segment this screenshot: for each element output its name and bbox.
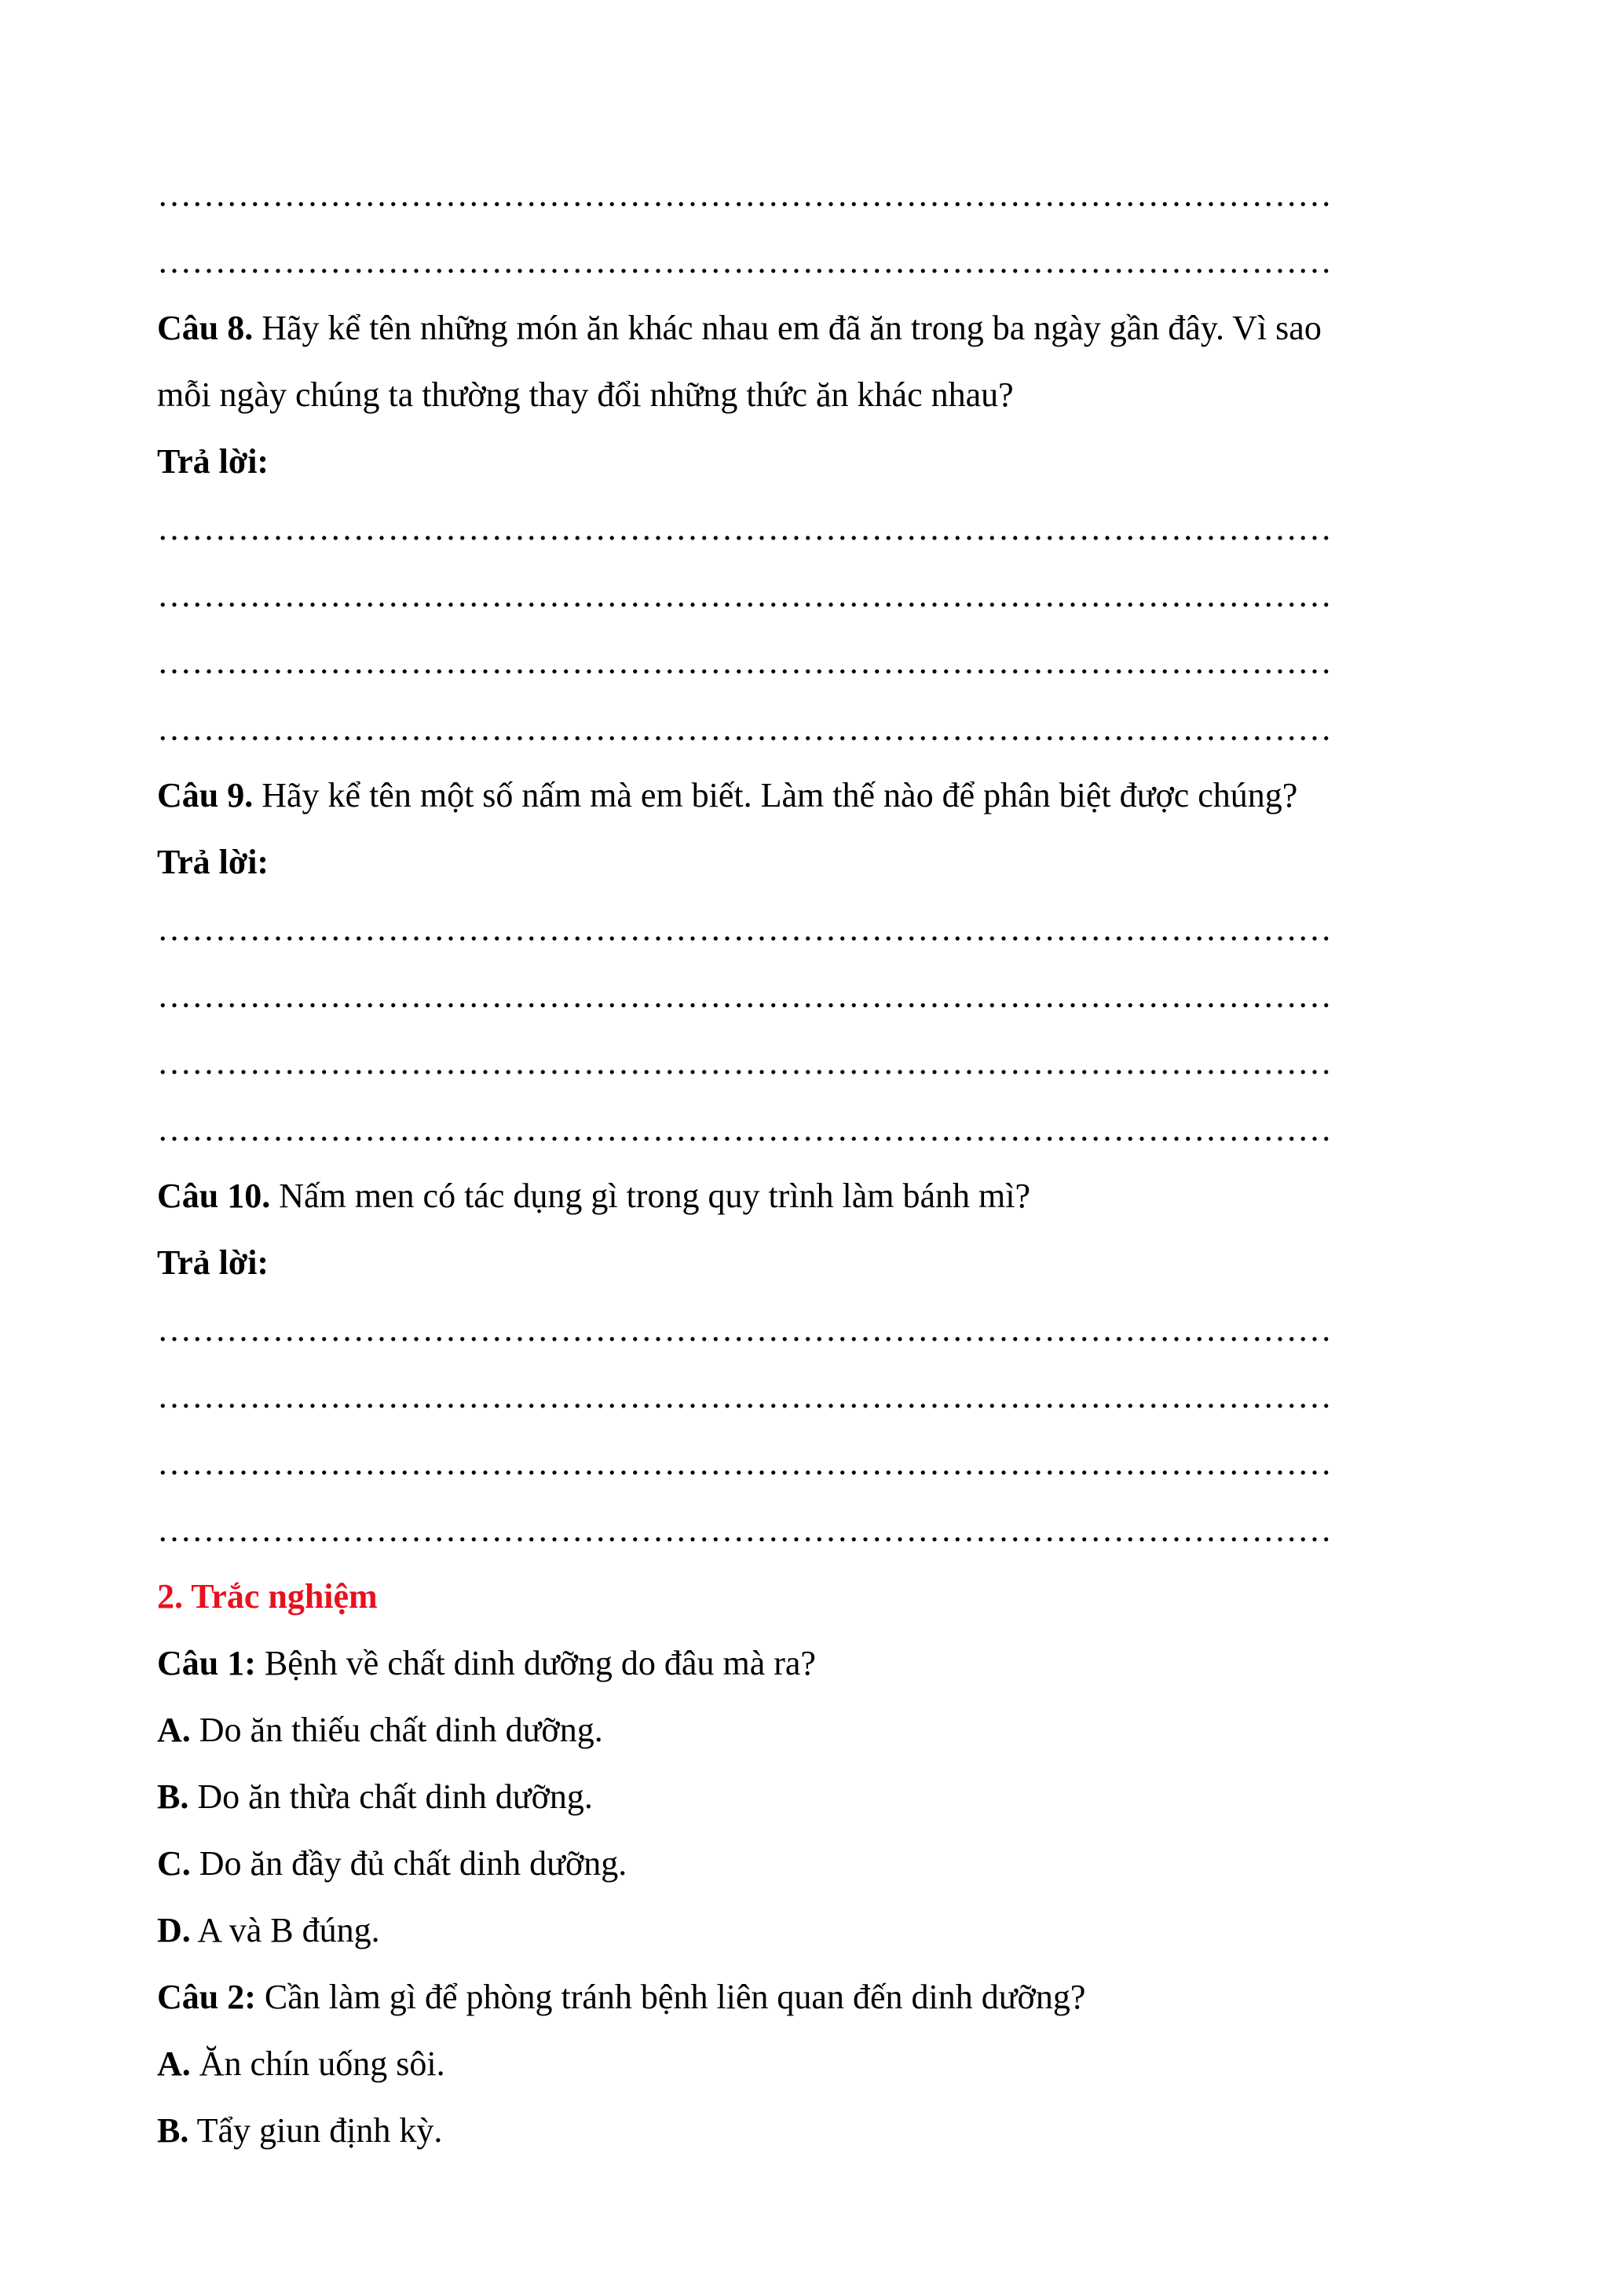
answer-label: Trả lời: — [157, 442, 269, 481]
mc-option[interactable]: A. Do ăn thiếu chất dinh dưỡng. — [157, 1711, 603, 1749]
mc-option[interactable]: A. Ăn chín uống sôi. — [157, 2044, 445, 2083]
question-text: Hãy kể tên một số nấm mà em biết. Làm thế nào để phân biệt được chúng? — [253, 776, 1298, 814]
question-label: Câu 8. — [157, 309, 254, 347]
answer-line: ………………………………………………………………………………………… — [157, 576, 1332, 614]
question-text: Bệnh về chất dinh dưỡng do đâu mà ra? — [255, 1644, 816, 1682]
question-label: Câu 10. — [157, 1177, 271, 1215]
section-heading-multiple-choice: 2. Trắc nghiệm — [157, 1577, 378, 1616]
mc-option[interactable]: C. Do ăn đầy đủ chất dinh dưỡng. — [157, 1844, 627, 1883]
question-9 — [157, 762, 1461, 829]
answer-line: ………………………………………………………………………………………… — [157, 976, 1332, 1015]
answer-line: ………………………………………………………………………………………… — [157, 1043, 1332, 1082]
worksheet-page — [157, 161, 1461, 2164]
answer-line: ………………………………………………………………………………………… — [157, 709, 1332, 748]
question-label: Câu 1: — [157, 1644, 256, 1682]
answer-line: ………………………………………………………………………………………… — [157, 1444, 1332, 1482]
answer-line: ………………………………………………………………………………………… — [157, 1310, 1332, 1349]
question-text: Nấm men có tác dụng gì trong quy trình làm bánh mì? — [270, 1177, 1031, 1215]
mc-option[interactable]: D. A và B đúng. — [157, 1911, 380, 1949]
mc-question-1 — [157, 1630, 1461, 1697]
question-10 — [157, 1162, 1461, 1229]
question-8 — [157, 295, 1461, 361]
question-8-continued — [157, 361, 1461, 428]
answer-line: ………………………………………………………………………………………… — [157, 1510, 1332, 1549]
mc-question-2 — [157, 1964, 1461, 2030]
question-text: Hãy kể tên những món ăn khác nhau em đã ăn trong ba ngày gần đây. Vì sao — [253, 309, 1322, 347]
answer-label: Trả lời: — [157, 843, 269, 881]
answer-label: Trả lời: — [157, 1243, 269, 1282]
question-label: Câu 2: — [157, 1978, 256, 2016]
answer-line: ………………………………………………………………………………………… — [157, 1377, 1332, 1415]
mc-option[interactable]: B. Tẩy giun định kỳ. — [157, 2111, 443, 2150]
mc-option[interactable]: B. Do ăn thừa chất dinh dưỡng. — [157, 1777, 593, 1816]
question-label: Câu 9. — [157, 776, 254, 814]
answer-line: ………………………………………………………………………………………… — [157, 509, 1332, 547]
answer-line: ………………………………………………………………………………………… — [157, 642, 1332, 681]
answer-line: ………………………………………………………………………………………… — [157, 242, 1332, 280]
answer-line: ………………………………………………………………………………………… — [157, 175, 1332, 214]
answer-line: ………………………………………………………………………………………… — [157, 1110, 1332, 1148]
question-text: Cần làm gì để phòng tránh bệnh liên quan đến dinh dưỡng? — [255, 1978, 1086, 2016]
question-text: mỗi ngày chúng ta thường thay đổi những thức ăn khác nhau? — [157, 375, 1014, 414]
answer-line: ………………………………………………………………………………………… — [157, 910, 1332, 948]
